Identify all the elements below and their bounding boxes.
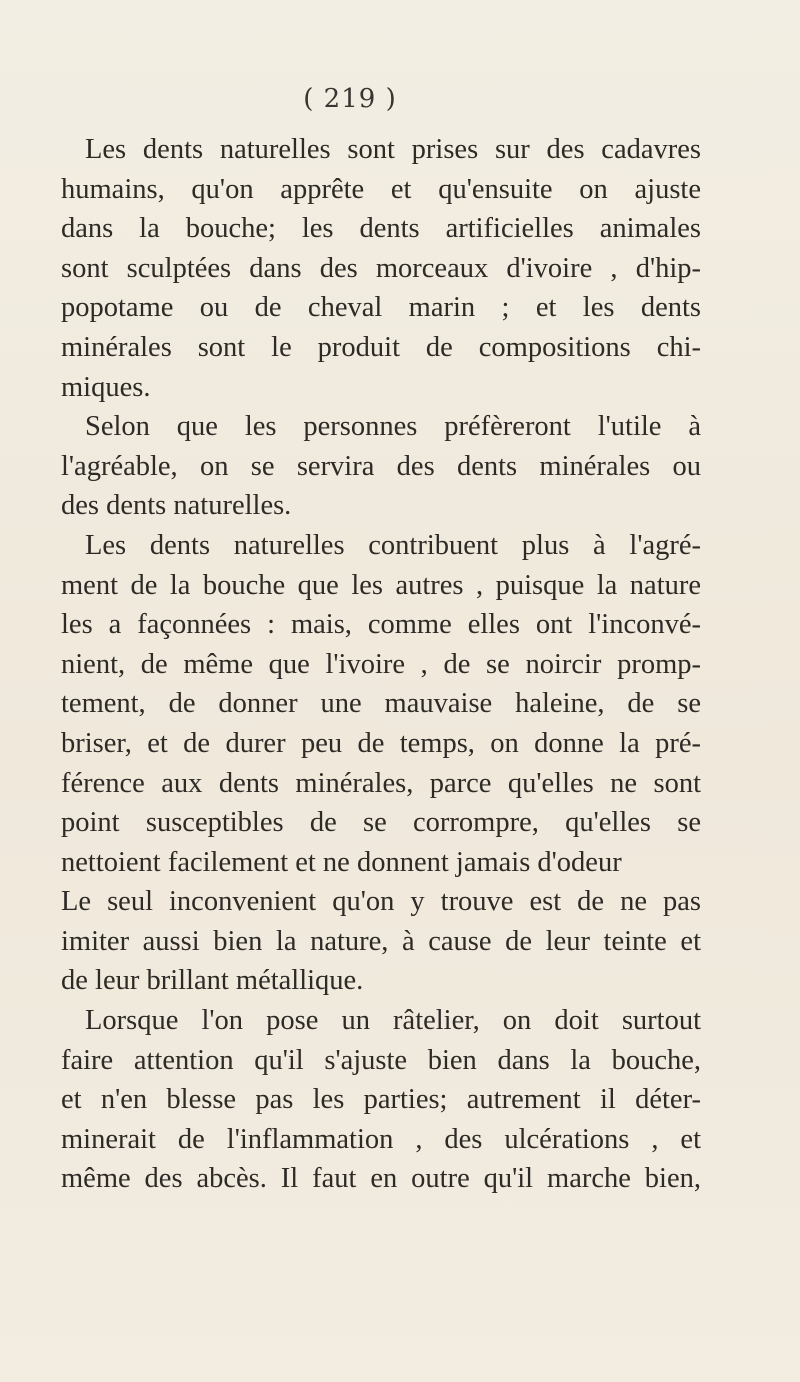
text-line: l'agréable, on se servira des dents minérales ou — [61, 450, 701, 482]
text-line: férence aux dents minérales, parce qu'elles ne sont — [61, 767, 701, 799]
paragraph — [61, 1001, 701, 1199]
text-line: briser, et de durer peu de temps, on donne la pré- — [61, 727, 701, 759]
paragraph — [61, 130, 701, 407]
paragraph — [61, 882, 701, 1001]
text-line: Les dents naturelles contribuent plus à l'agré- — [85, 529, 701, 561]
text-line: sont sculptées dans des morceaux d'ivoire , d'hip- — [61, 252, 701, 284]
text-line: popotame ou de cheval marin ; et les dents — [61, 292, 701, 324]
text-line: de leur brillant métallique. — [61, 965, 364, 997]
text-line: et n'en blesse pas les parties; autrement il déter- — [61, 1084, 701, 1116]
text-line: imiter aussi bien la nature, à cause de leur teinte et — [61, 925, 701, 957]
text-line: minérales sont le produit de compositions chi- — [61, 331, 701, 363]
text-line: Lorsque l'on pose un râtelier, on doit surtout — [85, 1005, 701, 1037]
paragraph — [61, 407, 701, 526]
text-line: les a façonnées : mais, comme elles ont l'inconvé- — [61, 609, 701, 641]
text-line: nettoient facilement et ne donnent jamais d'odeur — [61, 846, 622, 878]
text-line: dans la bouche; les dents artificielles animales — [61, 213, 701, 245]
text-line: tement, de donner une mauvaise haleine, de se — [61, 688, 701, 720]
text-line: Les dents naturelles sont prises sur des cadavres — [85, 134, 701, 165]
text-line: faire attention qu'il s'ajuste bien dans la bouche, — [61, 1044, 701, 1076]
text-line: ment de la bouche que les autres , puisque la nature — [61, 569, 701, 601]
paragraph — [61, 526, 701, 882]
body-text — [61, 130, 701, 1199]
text-line: miques. — [61, 371, 151, 403]
text-line: des dents naturelles. — [61, 490, 292, 522]
text-line: humains, qu'on apprête et qu'ensuite on ajuste — [61, 173, 701, 205]
text-line: nient, de même que l'ivoire , de se noircir promp- — [61, 648, 701, 680]
text-line: point susceptibles de se corrompre, qu'elles se — [61, 807, 701, 839]
text-line: même des abcès. Il faut en outre qu'il marche bien, — [61, 1163, 701, 1195]
page-number: ( 219 ) — [303, 84, 397, 114]
text-line: Selon que les personnes préfèreront l'utile à — [85, 411, 701, 443]
text-line: Le seul inconvenient qu'on y trouve est de ne pas — [61, 886, 701, 918]
text-line: minerait de l'inflammation , des ulcérations , et — [61, 1123, 701, 1155]
